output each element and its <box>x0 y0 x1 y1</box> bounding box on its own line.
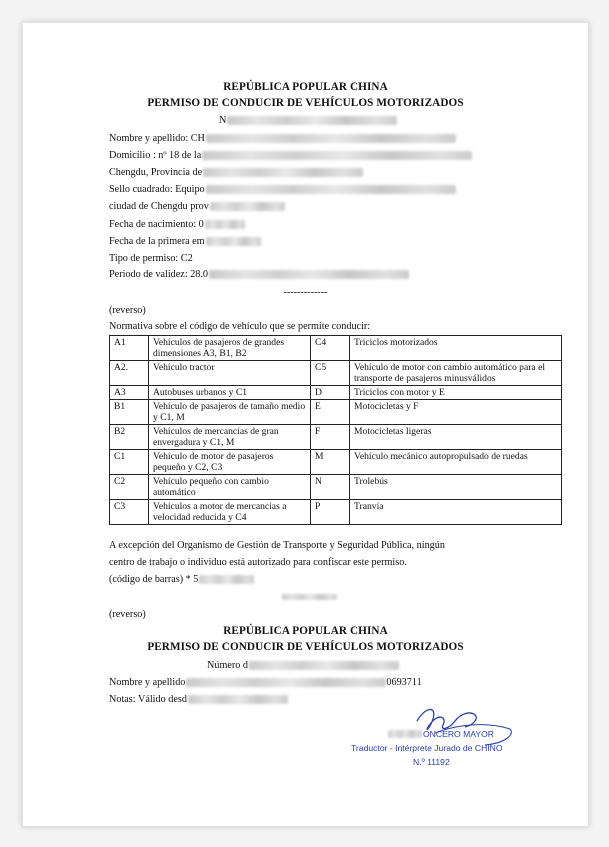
description-cell: Vehículo de motor con cambio automático para el transporte de pasajeros minusválidos <box>350 361 562 386</box>
document-page <box>22 22 589 827</box>
stamp-line-3: N.º 11192 <box>413 757 450 767</box>
description-cell: Autobuses urbanos y C1 <box>149 386 311 400</box>
redacted-back-name <box>186 678 386 687</box>
back-country-title: REPÚBLICA POPULAR CHINA <box>223 625 388 637</box>
back-notes-line <box>109 694 288 705</box>
back-number-label: Número d <box>207 660 249 671</box>
description-cell: Vehículo pequeño con cambio automático <box>149 475 311 500</box>
birth-line <box>109 219 245 230</box>
table-row <box>110 475 562 500</box>
redacted-birth <box>205 220 245 229</box>
description-cell: Vehículos a motor de mercancías a velocidad reducida y C4 <box>149 500 311 525</box>
table-row <box>110 386 562 400</box>
back-name-label: Nombre y apellido <box>109 677 186 688</box>
redacted-notes <box>188 695 288 704</box>
code-cell: C5 <box>311 361 350 386</box>
number-prefix: N <box>219 115 227 126</box>
address-line2-label: Chengdu, Provincia de <box>109 167 203 178</box>
code-cell: C3 <box>110 500 149 525</box>
redacted-stamp-name <box>388 730 422 738</box>
code-cell: B1 <box>110 400 149 425</box>
table-row <box>110 400 562 425</box>
description-cell: Vehículos de mercancías de gran envergadura y C1, M <box>149 425 311 450</box>
code-cell: C2 <box>110 475 149 500</box>
seal-label: Sello cuadrado: Equipo <box>109 184 205 195</box>
address-line-2 <box>109 167 363 178</box>
redacted-number <box>227 116 397 125</box>
separator: ------------- <box>283 287 328 298</box>
address-label: Domicilio : nº 18 de la <box>109 150 202 161</box>
name-label: Nombre y apellido: CH <box>109 133 205 144</box>
back-number-line <box>207 660 399 671</box>
code-cell: F <box>311 425 350 450</box>
birth-label: Fecha de nacimiento: 0 <box>109 219 204 230</box>
redacted-address <box>202 151 472 160</box>
barcode-label: (código de barras) * 5 <box>109 574 199 585</box>
first-issue-label: Fecha de la primera em <box>109 236 205 247</box>
address-line <box>109 150 472 161</box>
table-row <box>110 425 562 450</box>
back-permit-title: PERMISO DE CONDUCIR DE VEHÍCULOS MOTORIZADOS <box>147 641 464 653</box>
name-line <box>109 133 456 144</box>
first-issue-line <box>109 236 261 247</box>
reverse-label-2: (reverso) <box>109 609 146 620</box>
redacted-barcode <box>199 575 254 584</box>
table-row <box>110 361 562 386</box>
code-cell: B2 <box>110 425 149 450</box>
code-cell: A3 <box>110 386 149 400</box>
description-cell: Tranvía <box>350 500 562 525</box>
back-notes-label: Notas: Válido desd <box>109 694 187 705</box>
stamp-line-1: ONCERO MAYOR <box>423 729 494 739</box>
code-cell: N <box>311 475 350 500</box>
code-cell: P <box>311 500 350 525</box>
table-row <box>110 336 562 361</box>
back-name-tail: 0693711 <box>386 677 422 688</box>
redacted-back-number <box>249 661 399 670</box>
redacted-validity <box>209 270 409 279</box>
code-cell: C1 <box>110 450 149 475</box>
code-cell: A1 <box>110 336 149 361</box>
seal-line-2 <box>109 201 285 212</box>
code-cell: C4 <box>311 336 350 361</box>
code-cell: D <box>311 386 350 400</box>
permit-type-line: Tipo de permiso: C2 <box>109 253 193 264</box>
redacted-first-issue <box>206 237 261 246</box>
number-line <box>219 115 397 126</box>
normative-label: Normativa sobre el código de vehículo que se permite conducir: <box>109 321 371 332</box>
code-cell: E <box>311 400 350 425</box>
description-cell: Vehículo tractor <box>149 361 311 386</box>
redacted-seal <box>206 185 456 194</box>
description-cell: Triciclos con motor y E <box>350 386 562 400</box>
code-cell: A2. <box>110 361 149 386</box>
description-cell: Trolebús <box>350 475 562 500</box>
description-cell: Motocicletas ligeras <box>350 425 562 450</box>
description-cell: Motocicletas y F <box>350 400 562 425</box>
translator-stamp <box>345 703 525 773</box>
validity-label: Periodo de validez: 28.0 <box>109 269 209 280</box>
validity-line <box>109 269 409 280</box>
barcode-line <box>109 574 254 585</box>
notice-line-1: A excepción del Organismo de Gestión de Transporte y Seguridad Pública, ningún <box>109 540 445 551</box>
redacted-barcode-2 <box>282 594 337 600</box>
table-row <box>110 500 562 525</box>
reverse-label-1: (reverso) <box>109 305 146 316</box>
code-cell: M <box>311 450 350 475</box>
description-cell: Vehículo de motor de pasajeros pequeño y C2, C3 <box>149 450 311 475</box>
stamp-line-2: Traductor - Intérprete Jurado de CHINO <box>351 743 503 753</box>
description-cell: Vehículo mecánico autopropulsado de ruedas <box>350 450 562 475</box>
description-cell: Triciclos motorizados <box>350 336 562 361</box>
table-row <box>110 450 562 475</box>
redacted-name <box>206 134 456 143</box>
redacted-province <box>203 168 363 177</box>
redacted-seal-2 <box>210 202 285 211</box>
back-name-line <box>109 677 422 688</box>
seal-line2-label: ciudad de Chengdu prov <box>109 201 209 212</box>
notice-line-2: centro de trabajo o individuo está autorizado para confiscar este permiso. <box>109 557 407 568</box>
vehicle-codes-table <box>109 335 562 525</box>
doc-country-title: REPÚBLICA POPULAR CHINA <box>223 81 388 93</box>
description-cell: Vehículo de pasajeros de tamaño medio y C1, M <box>149 400 311 425</box>
doc-permit-title: PERMISO DE CONDUCIR DE VEHÍCULOS MOTORIZADOS <box>147 97 464 109</box>
description-cell: Vehículos de pasajeros de grandes dimensiones A3, B1, B2 <box>149 336 311 361</box>
seal-line <box>109 184 456 195</box>
